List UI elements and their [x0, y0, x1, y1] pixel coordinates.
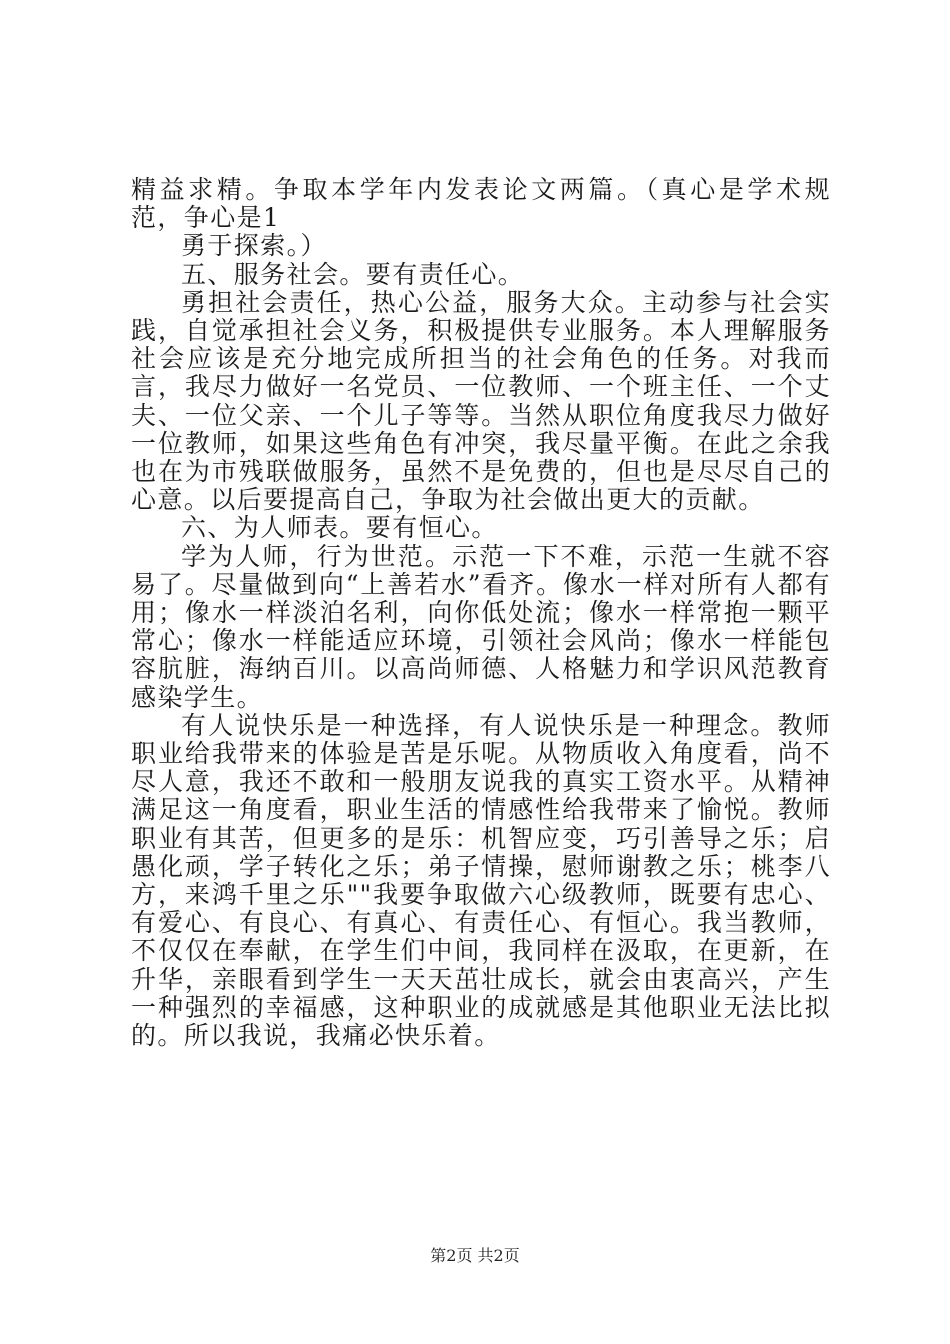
document-body — [131, 176, 831, 1050]
page-footer: 第2页 共2页 — [430, 1246, 520, 1265]
paragraph-1: 精益求精。争取本学年内发表论文两篇。（真心是学术规范，争心是1 — [131, 175, 831, 233]
paragraph-2: 勇于探索。） — [181, 231, 327, 261]
section-heading-role-model: 六、为人师表。要有恒心。 — [181, 513, 498, 543]
section-heading-service: 五、服务社会。要有责任心。 — [181, 259, 525, 289]
paragraph-happiness: 有人说快乐是一种选择，有人说快乐是一种理念。教师职业给我带来的体验是苦是乐呢。从物质收入角度看，尚不尽人意，我还不敢和一般朋友说我的真实工资水平。从精神满足这一角度看，职业生活的情感性给我带来了愉悦。教师职业有其苦，但更多的是乐：机智应变，巧引善导之乐；启愚化顽，学子转化之乐；弟子情操，慰师谢教之乐；桃李八方，来鸿千里之乐""我要争取做六心级教师，既要有忠心、有爱心、有良心、有真心、有责任心、有恒心。我当教师，不仅仅在奉献，在学生们中间，我同样在汲取，在更新，在升华，亲眼看到学生一天天茁壮成长，就会由衷高兴，产生一种强烈的幸福感，这种职业的成就感是其他职业无法比拟的。所以我说，我痛必快乐着。 — [131, 710, 831, 1051]
paragraph-role-model: 学为人师，行为世范。示范一下不难，示范一生就不容易了。尽量做到向“上善若水”看齐。像水一样对所有人都有用；像水一样淡泊名利，向你低处流；像水一样常抱一颗平常心；像水一样能适应环境，引领社会风尚；像水一样能包容肮脏，海纳百川。以高尚师德、人格魅力和学识风范教育感染学生。 — [131, 541, 831, 712]
paragraph-service: 勇担社会责任，热心公益，服务大众。主动参与社会实践，自觉承担社会义务，积极提供专业服务。本人理解服务社会应该是充分地完成所担当的社会角色的任务。对我而言，我尽力做好一名党员、一位教师、一个班主任、一个丈夫、一位父亲、一个儿子等等。当然从职位角度我尽力做好一位教师，如果这些角色有冲突，我尽量平衡。在此之余我也在为市残联做服务，虽然不是免费的，但也是尽尽自己的心意。以后要提高自己，争取为社会做出更大的贡献。 — [131, 287, 831, 515]
